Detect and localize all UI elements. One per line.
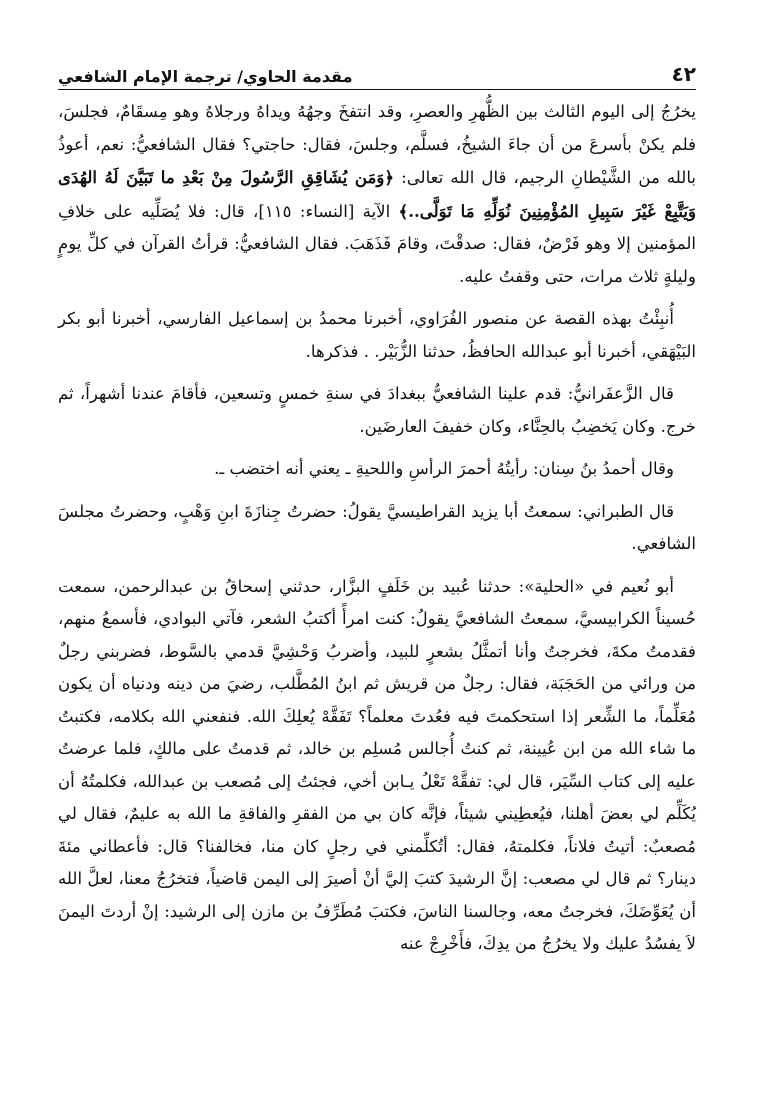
page-number: ٤٢ <box>671 62 696 86</box>
paragraph-4: وقال أحمدُ بنُ سِنان: رأيتُهُ أحمرَ الرأسِ واللحيةِ ـ يعني أنه اختضب ـ. <box>214 459 674 478</box>
running-title: مقدمة الحاوي/ ترجمة الإمام الشافعي <box>58 67 353 86</box>
paragraph-1 <box>58 96 696 293</box>
body-text <box>58 96 696 961</box>
paragraph-1-text: يخرُجُ إلى اليوم الثالث بين الظُّهرِ والعصرِ، وقد انتفخَ وجهُهُ ويداهُ ورجلاهُ وهو مِسقَامٌ، فجلسَ، فلم يكنْ بأسرعَ من أن جاءَ الشيخُ، فسلَّم، وجلسَ، فقال: حاجتي؟ فقال الشافعيُّ: نعم، أعوذُ بالله من الشَّيْطانِ الرجيم، قال الله تعالى: <box>58 102 696 187</box>
quran-verse: ﴿وَمَن يُشَاقِقِ الرَّسُولَ مِنْ بَعْدِ ما تَبَيَّنَ لَهُ الهُدَى وَيَتَّبِعْ غَيْرَ سَبِيلِ المُؤْمِنِينَ نُوَلِّهِ مَا تَوَلَّى..﴾ <box>58 167 696 221</box>
page-header <box>58 56 696 90</box>
paragraph-3: قال الزَّعفَرانيُّ: قدم علينا الشافعيُّ ببغدادَ في سنةِ خمسٍ وتسعين، فأقامَ عندنا أشهراً، ثم خرج. وكان يَخضِبُ بالحِنَّاء، وكان خفيفَ العارضَين. <box>58 384 696 436</box>
paragraph-1-continuation: الآية [النساء: ١١٥]، قال: فلا يُصَلِّيه على خلافِ المؤمنين إلا وهو فَرْضٌ، فقال: صدقْتَ، وقامَ فَذَهَبَ. فقال الشافعيُّ: قرأتُ القرآن في كلِّ يومٍ وليلةٍ ثلاث مرات، حتى وقفتُ عليه. <box>58 201 696 286</box>
paragraph-2: أُنبِئْتُ بهذه القصة عن منصور الفُرَاوي، أخبرنا محمدُ بن إسماعيل الفارسي، أخبرنا أبو بكر البَيْهَقي، أخبرنا أبو عبدالله الحافظُ، حدثنا الزُّبَيْر. . فذكرها. <box>58 309 696 361</box>
paragraph-6: أبو نُعيم في «الحلية»: حدثنا عُبيد بن خَلَفٍ البزَّار، حدثني إسحاقُ بن عبدالرحمن، سمعت حُسيناً الكرابيسيَّ، سمعتُ الشافعيَّ يقولُ: كنت امرأً أكتبُ الشعر، فآتي البوادي، فأسمعُ منهم، فقدمتُ مكةَ، فخرجتُ وأنا أتمثَّلُ بشعرٍ للبيد، وأضربُ وَحْشِيَّ قدمي بالسَّوط، فضربني رجلٌ من ورائي من الحَجَبَة، فقال: رجلٌ من قريش ثم ابنُ المُطَّلب، رضيَ من دينه ودنياه أن يكون مُعَلِّماً، ما الشِّعر إذا استحكمتَ فيه فعُدتَ معلماً؟ تَفَقَّهْ يُعلِكَ الله. فنفعني الله بكلامه، فكتبتُ ما شاء الله من ابن عُيينة، ثم كنتُ أُجالس مُسلِم بن خالد، ثم قدمتُ على مالكٍ، فلما عرضتُ عليه إلى كتاب السِّيَر، قال لي: تفقَّهْ تَعْلُ يـابن أخي، فجئتُ إلى مُصعب بن عبدالله، فكلمتُهُ أن يُكَلِّم لي بعضَ أهلنا، فيُعطِيني شيئاً، فإنَّه كان بي من الفقرِ والفاقةِ ما الله به عليمٌ، فقال لي مُصعبٌ: أتيتُ فلاناً، فكلمتهُ، فقال: أتُكلِّمني في رجلٍ كان منا، فخالفنا؟ قال: فأعطاني مئةَ دينار؟ ثم قال لي مصعب: إنَّ الرشيدَ كتبَ إليَّ أنْ أصيرَ إلى اليمن قاضياً، فتخرُجُ معنا، لعلَّ الله أن يُعَوِّضَكَ، فخرجتُ معه، وجالسنا الناسَ، فكتبَ مُطَرِّفُ بن مازن إلى الرشيد: إنْ أردتَ اليمنَ لاَ يفسُدُ عليك ولا يخرُجُ من يدِكَ، فأَخْرِجْ عنه <box>58 576 696 953</box>
paragraph-5: قال الطبراني: سمعتُ أبا يزيد القراطيسيَّ يقولُ: حضرتُ جِنازَةَ ابنِ وَهْبٍ، وحضرتُ مجلسَ الشافعي. <box>58 501 696 553</box>
